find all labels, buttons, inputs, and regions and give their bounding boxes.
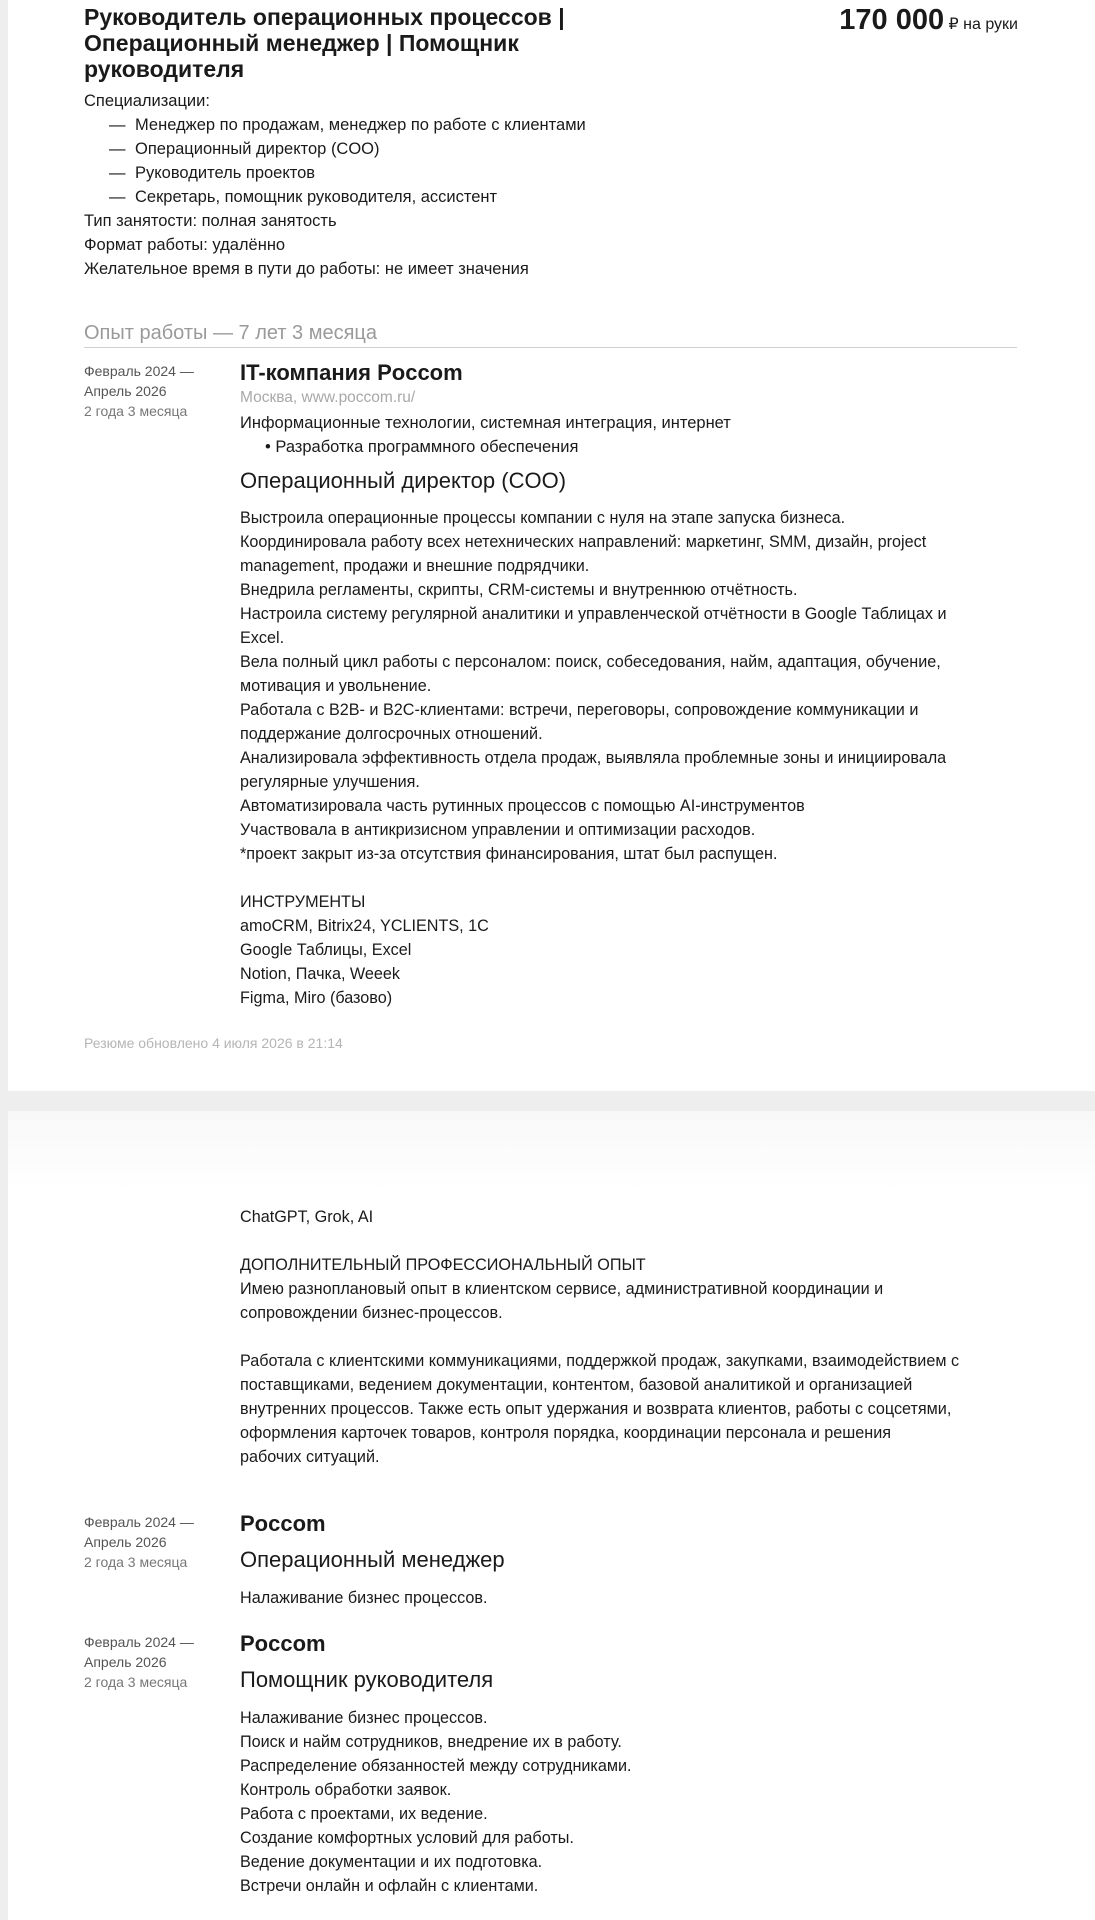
description-line: Figma, Miro (базово) xyxy=(240,989,393,1007)
description-line: мотивация и увольнение. xyxy=(240,677,432,695)
dash-icon: — xyxy=(109,116,126,134)
job-description-continued xyxy=(240,1205,1040,1469)
description-line: Работала с B2B- и B2C-клиентами: встречи, переговоры, сопровождение коммуникации и xyxy=(240,701,919,719)
description-line: Автоматизировала часть рутинных процессов с помощью AI-инструментов xyxy=(240,797,805,815)
job-description xyxy=(240,506,1040,1010)
description-line: Налаживание бизнес процессов. xyxy=(240,1589,488,1607)
description-line xyxy=(240,866,1040,890)
specialization-item: — Операционный директор (COO) xyxy=(84,137,586,161)
job-dates: Февраль 2024 — Апрель 2026 2 года 3 месяца xyxy=(84,363,194,419)
resume-title xyxy=(84,4,644,82)
description-line xyxy=(240,1325,1040,1349)
description-line: ДОПОЛНИТЕЛЬНЫЙ ПРОФЕССИОНАЛЬНЫЙ ОПЫТ xyxy=(240,1256,646,1274)
company-name: Poccom xyxy=(240,1631,326,1656)
description-line: Налаживание бизнес процессов. xyxy=(240,1709,488,1727)
specialization-item: — Руководитель проектов xyxy=(84,161,586,185)
resume-details xyxy=(84,89,586,281)
specialization-item: — Менеджер по продажам, менеджер по работе с клиентами xyxy=(84,113,586,137)
title-line: Руководитель операционных процессов | xyxy=(84,4,565,30)
work-format: Формат работы: удалённо xyxy=(84,236,286,254)
description-line: Excel. xyxy=(240,629,285,647)
job-description xyxy=(240,1706,1040,1898)
description-line: Вела полный цикл работы с персоналом: поиск, собеседования, найм, адаптация, обучение, xyxy=(240,653,941,671)
description-line: ChatGPT, Grok, AI xyxy=(240,1208,374,1226)
experience-heading: Опыт работы — 7 лет 3 месяца xyxy=(84,322,1017,348)
dash-icon: — xyxy=(109,164,126,182)
description-line: регулярные улучшения. xyxy=(240,773,420,791)
title-line: руководителя xyxy=(84,56,245,82)
description-line: Распределение обязанностей между сотрудниками. xyxy=(240,1757,632,1775)
page-fade xyxy=(8,1111,1095,1191)
dash-icon: — xyxy=(109,188,126,206)
description-line: Работала с клиентскими коммуникациями, поддержкой продаж, закупками, взаимодействием с xyxy=(240,1352,960,1370)
description-line: поставщиками, ведением документации, контентом, базовой аналитикой и организацией xyxy=(240,1376,913,1394)
salary-amount: 170 000 xyxy=(839,4,945,36)
job-description xyxy=(240,1586,1040,1610)
description-line: Работа с проектами, их ведение. xyxy=(240,1805,488,1823)
description-line: *проект закрыт из-за отсутствия финансирования, штат был распущен. xyxy=(240,845,778,863)
resume-page-1 xyxy=(8,0,1095,1091)
description-line: сопровождении бизнес-процессов. xyxy=(240,1304,503,1322)
description-line: Анализировала эффективность отдела продаж, выявляла проблемные зоны и инициировала xyxy=(240,749,947,767)
description-line: Google Таблицы, Excel xyxy=(240,941,412,959)
title-line: Операционный менеджер | Помощник xyxy=(84,30,519,56)
position-title: Помощник руководителя xyxy=(240,1667,494,1692)
description-line: Настроила систему регулярной аналитики и управленческой отчётности в Google Таблицах и xyxy=(240,605,947,623)
description-line: Координировала работу всех нетехнических направлений: маркетинг, SMM, дизайн, project xyxy=(240,533,927,551)
description-line: Участвовала в антикризисном управлении и оптимизации расходов. xyxy=(240,821,756,839)
description-line: Создание комфортных условий для работы. xyxy=(240,1829,574,1847)
resume-page-2 xyxy=(8,1111,1095,1920)
company-industry: Информационные технологии, системная интеграция, интернет • Разработка программного обеспечения xyxy=(240,414,731,456)
description-line: поддержание долгосрочных отношений. xyxy=(240,725,543,743)
salary-suffix: ₽ на руки xyxy=(948,16,1018,33)
job-dates: Февраль 2024 — Апрель 2026 2 года 3 месяца xyxy=(84,1514,194,1570)
description-line: Внедрила регламенты, скрипты, CRM-системы и внутреннюю отчётность. xyxy=(240,581,798,599)
job-dates: Февраль 2024 — Апрель 2026 2 года 3 месяца xyxy=(84,1634,194,1690)
description-line: Notion, Пачка, Weeek xyxy=(240,965,401,983)
employment-type: Тип занятости: полная занятость xyxy=(84,212,337,230)
description-line: management, продажи и внешние подрядчики. xyxy=(240,557,590,575)
description-line: ИНСТРУМЕНТЫ xyxy=(240,893,366,911)
description-line: amoCRM, Bitrix24, YCLIENTS, 1C xyxy=(240,917,489,935)
company-name: IT-компания Poccom xyxy=(240,360,463,385)
description-line: Встречи онлайн и офлайн с клиентами. xyxy=(240,1877,539,1895)
description-line: Ведение документации и их подготовка. xyxy=(240,1853,543,1871)
position-title: Операционный директор (COO) xyxy=(240,468,567,493)
description-line: рабочих ситуаций. xyxy=(240,1448,380,1466)
description-line: оформления карточек товаров, контроля порядка, координации персонала и решения xyxy=(240,1424,892,1442)
position-title: Операционный менеджер xyxy=(240,1547,505,1572)
description-line xyxy=(240,1229,1040,1253)
company-location-link[interactable]: Москва, www.poccom.ru/ xyxy=(240,389,416,406)
commute-time: Желательное время в пути до работы: не имеет значения xyxy=(84,260,529,278)
specializations-label: Специализации: xyxy=(84,92,210,110)
resume-updated: Резюме обновлено 4 июля 2026 в 21:14 xyxy=(84,1035,343,1051)
description-line: Выстроила операционные процессы компании с нуля на этапе запуска бизнеса. xyxy=(240,509,846,527)
specialization-item: — Секретарь, помощник руководителя, ассистент xyxy=(84,185,586,209)
description-line: Поиск и найм сотрудников, внедрение их в работу. xyxy=(240,1733,622,1751)
company-name: Poccom xyxy=(240,1511,326,1536)
salary xyxy=(839,4,1018,37)
description-line: Контроль обработки заявок. xyxy=(240,1781,452,1799)
dash-icon: — xyxy=(109,140,126,158)
description-line: внутренних процессов. Также есть опыт удержания и возврата клиентов, работы с соцсетями, xyxy=(240,1400,952,1418)
description-line: Имею разноплановый опыт в клиентском сервисе, административной координации и xyxy=(240,1280,884,1298)
